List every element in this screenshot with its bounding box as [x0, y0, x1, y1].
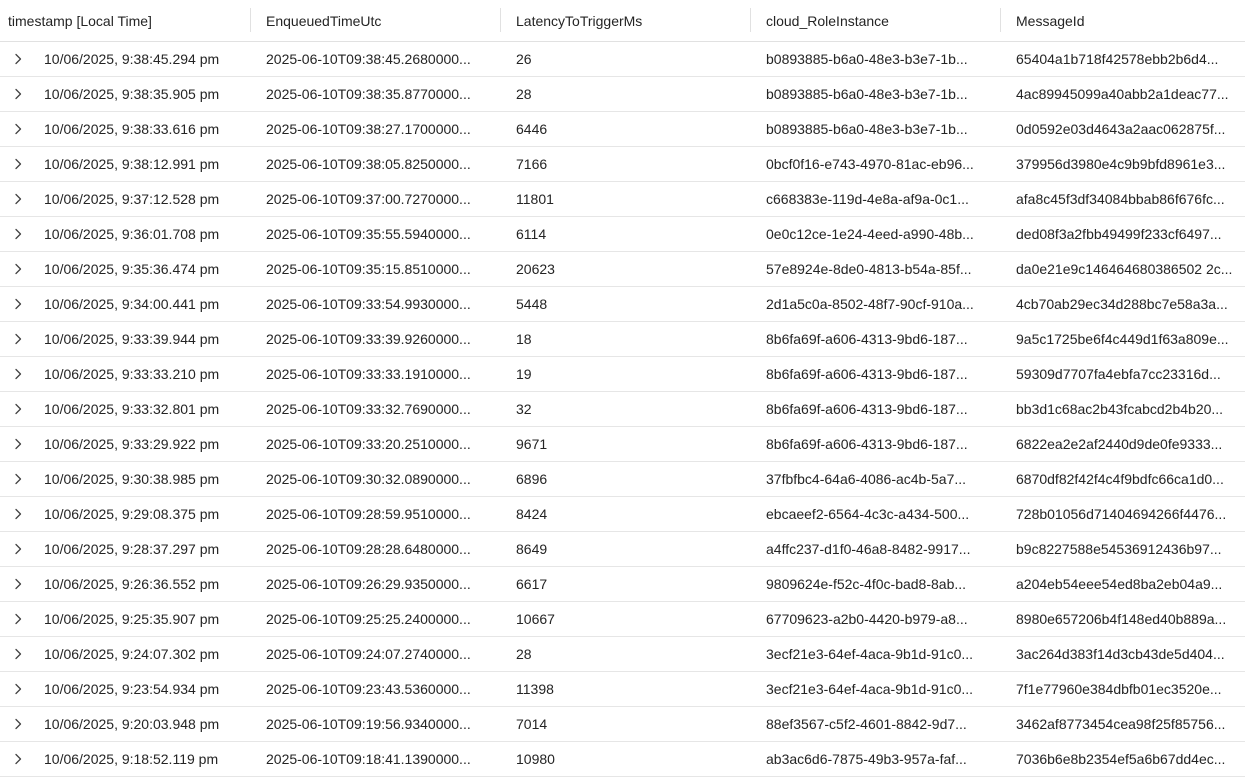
chevron-right-icon[interactable]	[10, 182, 26, 216]
cell-latencytotriggerms	[516, 742, 736, 776]
cell-enqueuedtimeutc	[266, 217, 490, 251]
cell-timestamp	[44, 42, 248, 76]
column-header-label: LatencyToTriggerMs	[516, 12, 643, 29]
cell-messageid	[1016, 252, 1245, 286]
cell-enqueuedtimeutc-value: 2025-06-10T09:38:27.1700000...	[266, 121, 471, 137]
cell-latencytotriggerms-value: 6446	[516, 121, 548, 137]
cell-latencytotriggerms	[516, 77, 736, 111]
chevron-right-icon[interactable]	[10, 672, 26, 706]
cell-enqueuedtimeutc-value: 2025-06-10T09:18:41.1390000...	[266, 751, 471, 767]
cell-latencytotriggerms-value: 6896	[516, 471, 548, 487]
cell-cloud-roleinstance	[766, 532, 990, 566]
table-row[interactable]	[0, 742, 1245, 777]
cell-messageid	[1016, 322, 1245, 356]
table-row[interactable]	[0, 42, 1245, 77]
cell-cloud-roleinstance	[766, 357, 990, 391]
cell-messageid	[1016, 217, 1245, 251]
cell-latencytotriggerms-value: 7014	[516, 716, 548, 732]
cell-latencytotriggerms-value: 6617	[516, 576, 548, 592]
cell-enqueuedtimeutc-value: 2025-06-10T09:19:56.9340000...	[266, 716, 471, 732]
chevron-right-icon[interactable]	[10, 287, 26, 321]
cell-cloud-roleinstance	[766, 112, 990, 146]
cell-cloud-roleinstance-value: 2d1a5c0a-8502-48f7-90cf-910a...	[766, 296, 974, 312]
cell-latencytotriggerms	[516, 287, 736, 321]
cell-timestamp-value: 10/06/2025, 9:33:33.210 pm	[44, 366, 220, 382]
column-header-timestamp[interactable]	[8, 0, 248, 41]
cell-timestamp-value: 10/06/2025, 9:38:35.905 pm	[44, 86, 220, 102]
cell-timestamp	[44, 532, 248, 566]
cell-enqueuedtimeutc-value: 2025-06-10T09:33:32.7690000...	[266, 401, 471, 417]
cell-timestamp	[44, 252, 248, 286]
cell-enqueuedtimeutc	[266, 287, 490, 321]
cell-timestamp-value: 10/06/2025, 9:33:32.801 pm	[44, 401, 220, 417]
cell-latencytotriggerms	[516, 182, 736, 216]
cell-messageid-value: ded08f3a2fbb49499f233cf6497...	[1016, 226, 1222, 242]
column-resize-handle[interactable]	[250, 8, 251, 32]
cell-cloud-roleinstance-value: b0893885-b6a0-48e3-b3e7-1b...	[766, 121, 968, 137]
cell-timestamp-value: 10/06/2025, 9:37:12.528 pm	[44, 191, 220, 207]
cell-enqueuedtimeutc-value: 2025-06-10T09:33:54.9930000...	[266, 296, 471, 312]
cell-latencytotriggerms	[516, 462, 736, 496]
cell-latencytotriggerms-value: 8424	[516, 506, 548, 522]
cell-enqueuedtimeutc-value: 2025-06-10T09:24:07.2740000...	[266, 646, 471, 662]
cell-messageid-value: 379956d3980e4c9b9bfd8961e3...	[1016, 156, 1226, 172]
cell-cloud-roleinstance-value: 8b6fa69f-a606-4313-9bd6-187...	[766, 401, 968, 417]
cell-messageid	[1016, 147, 1245, 181]
cell-timestamp	[44, 217, 248, 251]
cell-timestamp-value: 10/06/2025, 9:34:00.441 pm	[44, 296, 220, 312]
cell-cloud-roleinstance	[766, 182, 990, 216]
cell-enqueuedtimeutc	[266, 322, 490, 356]
cell-timestamp	[44, 427, 248, 461]
cell-messageid	[1016, 567, 1245, 601]
cell-cloud-roleinstance	[766, 287, 990, 321]
cell-messageid-value: 7f1e77960e384dbfb01ec3520e...	[1016, 681, 1222, 697]
cell-enqueuedtimeutc	[266, 252, 490, 286]
chevron-right-icon[interactable]	[10, 112, 26, 146]
chevron-right-icon[interactable]	[10, 742, 26, 776]
cell-enqueuedtimeutc-value: 2025-06-10T09:33:33.1910000...	[266, 366, 471, 382]
cell-cloud-roleinstance-value: ebcaeef2-6564-4c3c-a434-500...	[766, 506, 970, 522]
cell-timestamp-value: 10/06/2025, 9:33:29.922 pm	[44, 436, 220, 452]
cell-cloud-roleinstance	[766, 567, 990, 601]
cell-latencytotriggerms-value: 6114	[516, 226, 547, 242]
cell-enqueuedtimeutc-value: 2025-06-10T09:35:55.5940000...	[266, 226, 471, 242]
cell-enqueuedtimeutc	[266, 182, 490, 216]
cell-messageid-value: bb3d1c68ac2b43fcabcd2b4b20...	[1016, 401, 1224, 417]
cell-timestamp-value: 10/06/2025, 9:35:36.474 pm	[44, 261, 220, 277]
cell-messageid	[1016, 112, 1245, 146]
cell-timestamp	[44, 707, 248, 741]
cell-latencytotriggerms-value: 11801	[516, 191, 554, 207]
cell-enqueuedtimeutc	[266, 42, 490, 76]
table-row[interactable]	[0, 427, 1245, 462]
cell-cloud-roleinstance	[766, 147, 990, 181]
cell-enqueuedtimeutc-value: 2025-06-10T09:23:43.5360000...	[266, 681, 471, 697]
table-row[interactable]	[0, 637, 1245, 672]
cell-latencytotriggerms	[516, 497, 736, 531]
cell-messageid-value: 0d0592e03d4643a2aac062875f...	[1016, 121, 1226, 137]
table-row[interactable]	[0, 287, 1245, 322]
cell-enqueuedtimeutc-value: 2025-06-10T09:30:32.0890000...	[266, 471, 471, 487]
table-row[interactable]	[0, 707, 1245, 742]
cell-latencytotriggerms-value: 28	[516, 86, 532, 102]
chevron-right-icon[interactable]	[10, 392, 26, 426]
cell-messageid	[1016, 427, 1245, 461]
chevron-right-icon[interactable]	[10, 532, 26, 566]
cell-timestamp-value: 10/06/2025, 9:18:52.119 pm	[44, 751, 219, 767]
cell-latencytotriggerms	[516, 602, 736, 636]
chevron-right-icon[interactable]	[10, 497, 26, 531]
cell-messageid-value: 4cb70ab29ec34d288bc7e58a3a...	[1016, 296, 1228, 312]
cell-latencytotriggerms	[516, 392, 736, 426]
cell-messageid	[1016, 532, 1245, 566]
cell-messageid	[1016, 497, 1245, 531]
cell-cloud-roleinstance	[766, 252, 990, 286]
cell-cloud-roleinstance-value: 88ef3567-c5f2-4601-8842-9d7...	[766, 716, 967, 732]
column-resize-handle[interactable]	[750, 8, 751, 32]
cell-enqueuedtimeutc	[266, 532, 490, 566]
cell-messageid	[1016, 357, 1245, 391]
cell-timestamp-value: 10/06/2025, 9:24:07.302 pm	[44, 646, 220, 662]
cell-timestamp	[44, 287, 248, 321]
cell-latencytotriggerms-value: 26	[516, 51, 532, 67]
cell-enqueuedtimeutc-value: 2025-06-10T09:33:20.2510000...	[266, 436, 471, 452]
cell-timestamp	[44, 182, 248, 216]
cell-timestamp	[44, 637, 248, 671]
cell-timestamp	[44, 672, 248, 706]
cell-enqueuedtimeutc	[266, 567, 490, 601]
cell-latencytotriggerms-value: 18	[516, 331, 532, 347]
chevron-right-icon[interactable]	[10, 462, 26, 496]
cell-cloud-roleinstance-value: 0e0c12ce-1e24-4eed-a990-48b...	[766, 226, 974, 242]
cell-enqueuedtimeutc	[266, 462, 490, 496]
cell-messageid-value: 4ac89945099a40abb2a1deac77...	[1016, 86, 1229, 102]
column-resize-handle[interactable]	[500, 8, 501, 32]
cell-latencytotriggerms-value: 20623	[516, 261, 555, 277]
cell-messageid	[1016, 287, 1245, 321]
cell-timestamp-value: 10/06/2025, 9:29:08.375 pm	[44, 506, 220, 522]
cell-timestamp	[44, 357, 248, 391]
cell-cloud-roleinstance	[766, 77, 990, 111]
chevron-right-icon[interactable]	[10, 42, 26, 76]
cell-cloud-roleinstance-value: 3ecf21e3-64ef-4aca-9b1d-91c0...	[766, 646, 974, 662]
table-row[interactable]	[0, 147, 1245, 182]
cell-timestamp-value: 10/06/2025, 9:33:39.944 pm	[44, 331, 220, 347]
cell-latencytotriggerms-value: 28	[516, 646, 532, 662]
table-row[interactable]	[0, 392, 1245, 427]
cell-timestamp-value: 10/06/2025, 9:38:12.991 pm	[44, 156, 220, 172]
table-row[interactable]	[0, 602, 1245, 637]
cell-latencytotriggerms	[516, 672, 736, 706]
cell-messageid	[1016, 742, 1245, 776]
table-row[interactable]	[0, 112, 1245, 147]
cell-cloud-roleinstance-value: c668383e-119d-4e8a-af9a-0c1...	[766, 191, 969, 207]
cell-timestamp	[44, 147, 248, 181]
cell-enqueuedtimeutc	[266, 742, 490, 776]
cell-enqueuedtimeutc	[266, 112, 490, 146]
chevron-right-icon[interactable]	[10, 357, 26, 391]
cell-enqueuedtimeutc	[266, 392, 490, 426]
cell-messageid-value: 7036b6e8b2354ef5a6b67dd4ec...	[1016, 751, 1226, 767]
cell-timestamp-value: 10/06/2025, 9:25:35.907 pm	[44, 611, 220, 627]
cell-latencytotriggerms-value: 11398	[516, 681, 554, 697]
cell-messageid-value: 3462af8773454cea98f25f85756...	[1016, 716, 1226, 732]
cell-latencytotriggerms-value: 7166	[516, 156, 548, 172]
cell-cloud-roleinstance	[766, 497, 990, 531]
cell-messageid	[1016, 707, 1245, 741]
chevron-right-icon[interactable]	[10, 427, 26, 461]
cell-messageid-value: afa8c45f3df34084bbab86f676fc...	[1016, 191, 1225, 207]
cell-messageid-value: a204eb54eee54ed8ba2eb04a9...	[1016, 576, 1223, 592]
cell-latencytotriggerms	[516, 112, 736, 146]
cell-latencytotriggerms	[516, 42, 736, 76]
cell-timestamp	[44, 497, 248, 531]
cell-messageid-value: b9c8227588e54536912436b97...	[1016, 541, 1222, 557]
cell-messageid	[1016, 392, 1245, 426]
cell-cloud-roleinstance-value: 37fbfbc4-64a6-4086-ac4b-5a7...	[766, 471, 967, 487]
cell-latencytotriggerms	[516, 427, 736, 461]
cell-enqueuedtimeutc	[266, 427, 490, 461]
cell-timestamp	[44, 392, 248, 426]
chevron-right-icon[interactable]	[10, 637, 26, 671]
cell-enqueuedtimeutc	[266, 77, 490, 111]
cell-messageid	[1016, 602, 1245, 636]
chevron-right-icon[interactable]	[10, 252, 26, 286]
cell-timestamp-value: 10/06/2025, 9:28:37.297 pm	[44, 541, 220, 557]
cell-latencytotriggerms	[516, 217, 736, 251]
cell-enqueuedtimeutc-value: 2025-06-10T09:26:29.9350000...	[266, 576, 471, 592]
table-row[interactable]	[0, 672, 1245, 707]
cell-cloud-roleinstance-value: ab3ac6d6-7875-49b3-957a-faf...	[766, 751, 967, 767]
column-resize-handle[interactable]	[1000, 8, 1001, 32]
cell-timestamp	[44, 602, 248, 636]
cell-enqueuedtimeutc-value: 2025-06-10T09:38:35.8770000...	[266, 86, 471, 102]
cell-enqueuedtimeutc	[266, 602, 490, 636]
cell-cloud-roleinstance	[766, 742, 990, 776]
table-row[interactable]	[0, 252, 1245, 287]
cell-cloud-roleinstance	[766, 42, 990, 76]
cell-cloud-roleinstance	[766, 322, 990, 356]
cell-cloud-roleinstance-value: b0893885-b6a0-48e3-b3e7-1b...	[766, 86, 968, 102]
cell-cloud-roleinstance	[766, 462, 990, 496]
cell-timestamp-value: 10/06/2025, 9:23:54.934 pm	[44, 681, 220, 697]
cell-latencytotriggerms	[516, 322, 736, 356]
cell-cloud-roleinstance	[766, 602, 990, 636]
cell-enqueuedtimeutc-value: 2025-06-10T09:38:05.8250000...	[266, 156, 471, 172]
column-header-label: cloud_RoleInstance	[766, 12, 889, 29]
cell-timestamp-value: 10/06/2025, 9:38:45.294 pm	[44, 51, 220, 67]
cell-timestamp	[44, 462, 248, 496]
cell-messageid	[1016, 42, 1245, 76]
cell-cloud-roleinstance-value: 8b6fa69f-a606-4313-9bd6-187...	[766, 436, 968, 452]
cell-enqueuedtimeutc	[266, 357, 490, 391]
cell-latencytotriggerms-value: 10667	[516, 611, 555, 627]
cell-enqueuedtimeutc-value: 2025-06-10T09:28:28.6480000...	[266, 541, 471, 557]
cell-cloud-roleinstance	[766, 707, 990, 741]
cell-cloud-roleinstance-value: 3ecf21e3-64ef-4aca-9b1d-91c0...	[766, 681, 974, 697]
cell-latencytotriggerms	[516, 147, 736, 181]
table-row[interactable]	[0, 77, 1245, 112]
cell-latencytotriggerms	[516, 357, 736, 391]
cell-cloud-roleinstance-value: 8b6fa69f-a606-4313-9bd6-187...	[766, 331, 968, 347]
cell-timestamp	[44, 742, 248, 776]
cell-messageid-value: 8980e657206b4f148ed40b889a...	[1016, 611, 1227, 627]
cell-latencytotriggerms-value: 10980	[516, 751, 555, 767]
cell-latencytotriggerms-value: 5448	[516, 296, 548, 312]
cell-timestamp	[44, 567, 248, 601]
cell-timestamp-value: 10/06/2025, 9:30:38.985 pm	[44, 471, 220, 487]
cell-messageid-value: 9a5c1725be6f4c449d1f63a809e...	[1016, 331, 1229, 347]
cell-latencytotriggerms	[516, 637, 736, 671]
chevron-right-icon[interactable]	[10, 77, 26, 111]
chevron-right-icon[interactable]	[10, 567, 26, 601]
table-row[interactable]	[0, 462, 1245, 497]
column-header-latencytotriggerms[interactable]	[516, 0, 736, 41]
cell-messageid	[1016, 637, 1245, 671]
cell-timestamp	[44, 77, 248, 111]
cell-latencytotriggerms-value: 9671	[516, 436, 548, 452]
cell-messageid-value: 3ac264d383f14d3cb43de5d404...	[1016, 646, 1225, 662]
table-row[interactable]	[0, 357, 1245, 392]
chevron-right-icon[interactable]	[10, 707, 26, 741]
cell-cloud-roleinstance-value: 0bcf0f16-e743-4970-81ac-eb96...	[766, 156, 974, 172]
chevron-right-icon[interactable]	[10, 602, 26, 636]
table-row[interactable]	[0, 497, 1245, 532]
cell-enqueuedtimeutc	[266, 672, 490, 706]
cell-messageid-value: da0e21e9c146464680386502 2c...	[1016, 261, 1233, 277]
cell-messageid	[1016, 462, 1245, 496]
cell-timestamp	[44, 322, 248, 356]
cell-enqueuedtimeutc	[266, 147, 490, 181]
cell-cloud-roleinstance-value: 67709623-a2b0-4420-b979-a8...	[766, 611, 968, 627]
cell-enqueuedtimeutc-value: 2025-06-10T09:25:25.2400000...	[266, 611, 471, 627]
cell-enqueuedtimeutc-value: 2025-06-10T09:35:15.8510000...	[266, 261, 471, 277]
cell-latencytotriggerms-value: 32	[516, 401, 532, 417]
cell-timestamp-value: 10/06/2025, 9:38:33.616 pm	[44, 121, 220, 137]
cell-cloud-roleinstance	[766, 427, 990, 461]
cell-timestamp-value: 10/06/2025, 9:20:03.948 pm	[44, 716, 220, 732]
column-header-label: EnqueuedTimeUtc	[266, 12, 382, 29]
cell-cloud-roleinstance-value: a4ffc237-d1f0-46a8-8482-9917...	[766, 541, 971, 557]
column-header-enqueuedtimeutc[interactable]	[266, 0, 490, 41]
cell-cloud-roleinstance-value: 9809624e-f52c-4f0c-bad8-8ab...	[766, 576, 967, 592]
table-row[interactable]	[0, 567, 1245, 602]
cell-cloud-roleinstance-value: b0893885-b6a0-48e3-b3e7-1b...	[766, 51, 968, 67]
cell-cloud-roleinstance-value: 8b6fa69f-a606-4313-9bd6-187...	[766, 366, 968, 382]
table-header	[0, 0, 1245, 42]
table-row[interactable]	[0, 532, 1245, 567]
cell-cloud-roleinstance	[766, 392, 990, 426]
cell-cloud-roleinstance-value: 57e8924e-8de0-4813-b54a-85f...	[766, 261, 972, 277]
cell-timestamp-value: 10/06/2025, 9:26:36.552 pm	[44, 576, 220, 592]
cell-messageid	[1016, 672, 1245, 706]
cell-latencytotriggerms-value: 19	[516, 366, 532, 382]
column-header-messageid[interactable]	[1016, 0, 1245, 41]
cell-enqueuedtimeutc-value: 2025-06-10T09:33:39.9260000...	[266, 331, 471, 347]
cell-messageid-value: 59309d7707fa4ebfa7cc23316d...	[1016, 366, 1221, 382]
cell-messageid-value: 65404a1b718f42578ebb2b6d4...	[1016, 51, 1219, 67]
cell-messageid-value: 6822ea2e2af2440d9de0fe9333...	[1016, 436, 1223, 452]
table-body	[0, 42, 1245, 777]
cell-enqueuedtimeutc-value: 2025-06-10T09:28:59.9510000...	[266, 506, 471, 522]
cell-messageid	[1016, 182, 1245, 216]
cell-latencytotriggerms	[516, 252, 736, 286]
cell-cloud-roleinstance	[766, 637, 990, 671]
cell-messageid	[1016, 77, 1245, 111]
cell-cloud-roleinstance	[766, 672, 990, 706]
cell-enqueuedtimeutc	[266, 637, 490, 671]
cell-cloud-roleinstance	[766, 217, 990, 251]
cell-messageid-value: 6870df82f42f4c4f9bdfc66ca1d0...	[1016, 471, 1224, 487]
chevron-right-icon[interactable]	[10, 217, 26, 251]
cell-messageid-value: 728b01056d71404694266f4476...	[1016, 506, 1227, 522]
cell-latencytotriggerms-value: 8649	[516, 541, 548, 557]
cell-enqueuedtimeutc-value: 2025-06-10T09:38:45.2680000...	[266, 51, 471, 67]
table-row[interactable]	[0, 182, 1245, 217]
cell-enqueuedtimeutc	[266, 707, 490, 741]
cell-latencytotriggerms	[516, 532, 736, 566]
cell-latencytotriggerms	[516, 707, 736, 741]
column-header-label: timestamp [Local Time]	[8, 12, 152, 29]
cell-enqueuedtimeutc	[266, 497, 490, 531]
table-row[interactable]	[0, 217, 1245, 252]
chevron-right-icon[interactable]	[10, 322, 26, 356]
column-header-cloud-roleinstance[interactable]	[766, 0, 990, 41]
chevron-right-icon[interactable]	[10, 147, 26, 181]
table-row[interactable]	[0, 322, 1245, 357]
column-header-label: MessageId	[1016, 12, 1085, 29]
cell-timestamp-value: 10/06/2025, 9:36:01.708 pm	[44, 226, 220, 242]
cell-enqueuedtimeutc-value: 2025-06-10T09:37:00.7270000...	[266, 191, 471, 207]
cell-timestamp	[44, 112, 248, 146]
cell-latencytotriggerms	[516, 567, 736, 601]
